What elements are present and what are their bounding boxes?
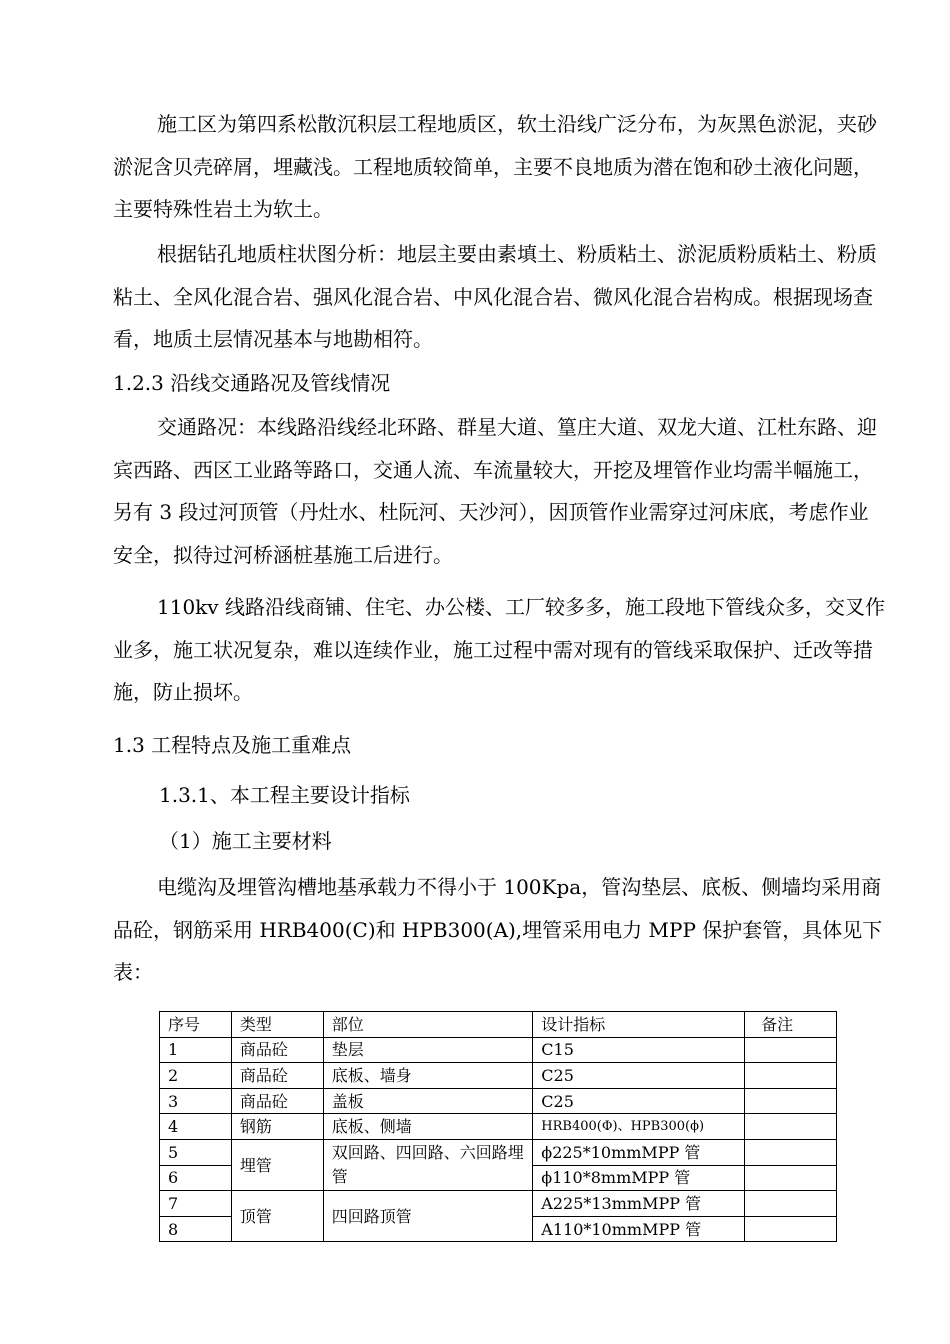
table-row: [160, 1063, 837, 1089]
cell-part: 盖板: [323, 1088, 533, 1114]
paragraph-geology: 施工区为第四系松散沉积层工程地质区，软土沿线广泛分布，为灰黑色淤泥，夹砂淤泥含贝壳碎屑，埋藏浅。工程地质较简单，主要不良地质为潜在饱和砂土液化问题，主要特殊性岩土为软土。: [113, 112, 877, 221]
cell-remark: [745, 1063, 837, 1089]
cell-spec: C15: [533, 1037, 745, 1063]
cell-spec: HRB400(Φ)、HPB300(ϕ): [533, 1114, 745, 1140]
cell-type: 商品砼: [231, 1088, 323, 1114]
heading-materials: （1）施工主要材料: [159, 829, 332, 853]
cell-no: 8: [160, 1216, 232, 1242]
cell-remark: [745, 1165, 837, 1191]
paragraph-traffic: 交通路况：本线路沿线经北环路、群星大道、篁庄大道、双龙大道、江杜东路、迎宾西路、西区工业路等路口，交通人流、车流量较大，开挖及埋管作业均需半幅施工，另有 3 段过河顶管（丹灶水、杜阮河、天沙河），因顶管作业需穿过河床底，考虑作业安全，拟待过河桥涵桩基施工后进行。: [113, 415, 877, 567]
cell-spec: C25: [533, 1063, 745, 1089]
header-part: 部位: [323, 1012, 533, 1038]
heading-1-3-1: 1.3.1、本工程主要设计指标: [159, 783, 410, 807]
cell-remark: [745, 1114, 837, 1140]
header-no: 序号: [160, 1012, 232, 1038]
cell-no: 4: [160, 1114, 232, 1140]
cell-remark: [745, 1191, 837, 1217]
heading-1-3: 1.3 工程特点及施工重难点: [113, 733, 352, 757]
cell-part: 垫层: [323, 1037, 533, 1063]
cell-spec: ϕ225*10mmMPP 管: [533, 1139, 745, 1165]
cell-remark: [745, 1088, 837, 1114]
cell-remark: [745, 1037, 837, 1063]
design-spec-table: [159, 1011, 837, 1242]
cell-remark: [745, 1216, 837, 1242]
table-row: [160, 1114, 837, 1140]
heading-1-2-3: 1.2.3 沿线交通路况及管线情况: [113, 371, 391, 395]
header-spec: 设计指标: [533, 1012, 745, 1038]
cell-part: 底板、侧墙: [323, 1114, 533, 1140]
cell-no: 6: [160, 1165, 232, 1191]
cell-type: 埋管: [231, 1139, 323, 1190]
table-row: [160, 1037, 837, 1063]
cell-part: 底板、墙身: [323, 1063, 533, 1089]
table-row: [160, 1191, 837, 1217]
cell-spec: ϕ110*8mmMPP 管: [533, 1165, 745, 1191]
cell-no: 3: [160, 1088, 232, 1114]
table-row: [160, 1139, 837, 1165]
cell-type: 商品砼: [231, 1063, 323, 1089]
cell-part: 四回路顶管: [323, 1191, 533, 1242]
cell-no: 1: [160, 1037, 232, 1063]
table-row: [160, 1088, 837, 1114]
cell-spec: C25: [533, 1088, 745, 1114]
paragraph-pipelines: 110kv 线路沿线商铺、住宅、办公楼、工厂较多多，施工段地下管线众多，交叉作业多，施工状况复杂，难以连续作业，施工过程中需对现有的管线采取保护、迁改等措施，防止损坏。: [113, 595, 885, 704]
cell-no: 5: [160, 1139, 232, 1165]
cell-no: 7: [160, 1191, 232, 1217]
paragraph-materials: 电缆沟及埋管沟槽地基承载力不得小于 100Kpa，管沟垫层、底板、侧墙均采用商品砼，钢筋采用 HRB400(C)和 HPB300(A),埋管采用电力 MPP 保护套管，具体见下表：: [113, 875, 883, 984]
cell-type: 钢筋: [231, 1114, 323, 1140]
cell-type: 顶管: [231, 1191, 323, 1242]
paragraph-drilling: 根据钻孔地质柱状图分析：地层主要由素填土、粉质粘土、淤泥质粉质粘土、粉质粘土、全风化混合岩、强风化混合岩、中风化混合岩、微风化混合岩构成。根据现场查看，地质土层情况基本与地勘相符。: [113, 242, 877, 351]
cell-spec: A110*10mmMPP 管: [533, 1216, 745, 1242]
cell-type: 商品砼: [231, 1037, 323, 1063]
cell-spec: A225*13mmMPP 管: [533, 1191, 745, 1217]
header-type: 类型: [231, 1012, 323, 1038]
header-remark: 备注: [745, 1012, 837, 1038]
cell-part: 双回路、四回路、六回路埋管: [323, 1139, 533, 1190]
cell-no: 2: [160, 1063, 232, 1089]
cell-remark: [745, 1139, 837, 1165]
table-header-row: [160, 1012, 837, 1038]
